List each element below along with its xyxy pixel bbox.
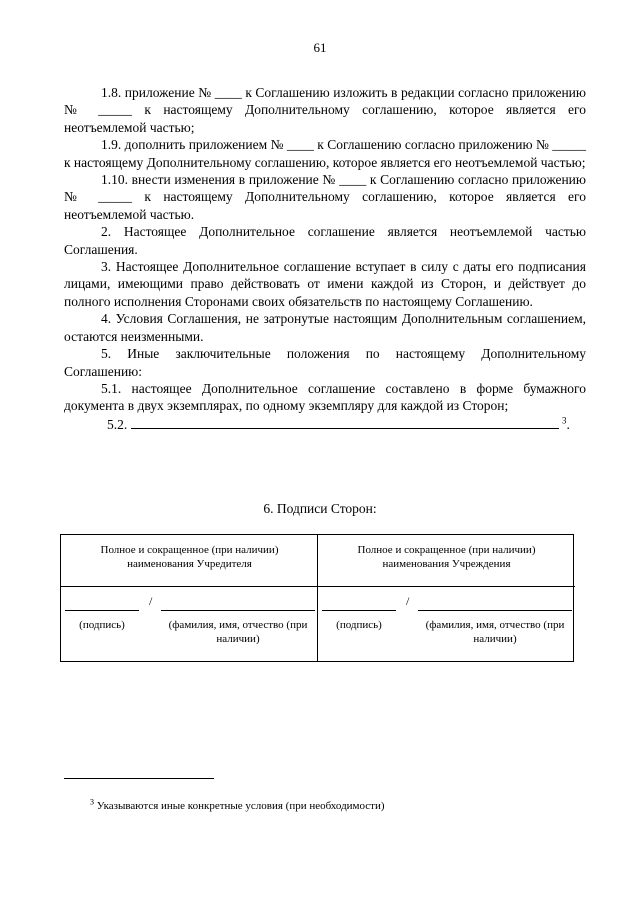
document-body	[64, 84, 586, 433]
institution-name-line	[418, 610, 572, 611]
paragraph-2: 2. Настоящее Дополнительное соглашение является неотъемлемой частью Соглашения.	[64, 224, 586, 257]
signature-column-institution	[317, 535, 575, 661]
footnote-separator	[64, 778, 214, 779]
signature-column-founder	[61, 535, 318, 661]
founder-signature-line	[65, 610, 139, 611]
paragraph-3: 3. Настоящее Дополнительное соглашение вступает в силу с даты его подписания лицами, имеющими право действовать от имени каждой из Сторон, и действует до полного исполнения Сторонами своих обязательств по настоящему Соглашению.	[64, 259, 586, 309]
paragraph-1-9: 1.9. дополнить приложением № ____ к Соглашению согласно приложению № _____ к настоящему Дополнительному соглашению, которое является его неотъемлемой частью;	[64, 137, 586, 170]
institution-signature-line	[322, 610, 396, 611]
institution-slash: /	[406, 594, 410, 608]
institution-header: Полное и сокращенное (при наличии) наименования Учреждения	[357, 544, 536, 570]
paragraph-1-10: 1.10. внести изменения в приложение № ____ к Соглашению согласно приложению № _____ к настоящему Дополнительному соглашению, которое является его неотъемлемой частью.	[64, 172, 586, 222]
header-divider	[61, 586, 318, 587]
signature-table	[60, 534, 574, 662]
header-divider	[318, 586, 575, 587]
founder-slash: /	[149, 594, 153, 608]
institution-signature-caption: (подпись)	[336, 619, 382, 631]
paragraph-1-8: 1.8. приложение № ____ к Соглашению изложить в редакции согласно приложению № _____ к настоящему Дополнительному соглашению, которое является его неотъемлемой частью;	[64, 85, 586, 135]
founder-header: Полное и сокращенное (при наличии) наименования Учредителя	[100, 544, 279, 570]
paragraph-4: 4. Условия Соглашения, не затронутые настоящим Дополнительным соглашением, остаются неизменными.	[64, 311, 586, 344]
page-number: 61	[313, 40, 327, 55]
section-title-signatures: 6. Подписи Сторон:	[263, 501, 377, 516]
footnote-reference: 3	[562, 415, 567, 426]
founder-name-line	[161, 610, 315, 611]
founder-name-caption: (фамилия, имя, отчество (при наличии)	[168, 619, 308, 645]
institution-name-caption: (фамилия, имя, отчество (при наличии)	[425, 619, 565, 645]
item-5-2-label: 5.2.	[107, 416, 128, 432]
paragraph-5: 5. Иные заключительные положения по настоящему Дополнительному Соглашению:	[64, 346, 586, 379]
footnote-text: Указываются иные конкретные условия (при необходимости)	[96, 800, 385, 812]
footnote	[90, 799, 590, 813]
paragraph-5-2	[64, 415, 586, 433]
founder-signature-caption: (подпись)	[79, 619, 125, 631]
item-5-2-blank-line	[131, 415, 559, 429]
paragraph-5-1: 5.1. настоящее Дополнительное соглашение составлено в форме бумажного документа в двух экземплярах, по одному экземпляру для каждой из Сторон;	[64, 380, 586, 414]
footnote-mark: 3	[90, 797, 94, 807]
item-5-2-end: .	[566, 416, 570, 432]
